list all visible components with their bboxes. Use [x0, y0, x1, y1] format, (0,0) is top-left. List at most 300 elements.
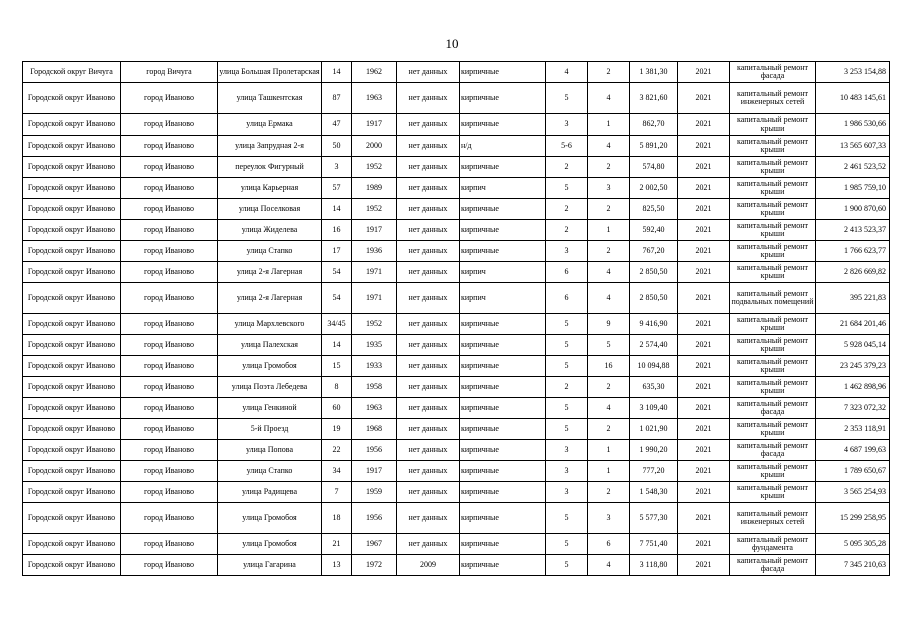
cell-floors: 2 [546, 157, 588, 178]
cell-municipality: Городской округ Иваново [23, 262, 121, 283]
table-row [23, 419, 890, 440]
cell-plan-year: 2021 [678, 114, 730, 136]
cell-entrances: 6 [588, 534, 630, 555]
cell-cost: 5 095 305,28 [816, 534, 890, 555]
cell-work-type: капитальный ремонт крыши [730, 241, 816, 262]
table-row [23, 377, 890, 398]
cell-cost: 1 766 623,77 [816, 241, 890, 262]
cell-settlement: город Иваново [121, 220, 218, 241]
cell-renovation-year: нет данных [397, 440, 460, 461]
cell-municipality: Городской округ Иваново [23, 220, 121, 241]
cell-work-type: капитальный ремонт фундамента [730, 534, 816, 555]
cell-area: 5 577,30 [630, 503, 678, 534]
cell-work-type: капитальный ремонт крыши [730, 157, 816, 178]
cell-house-number: 14 [322, 62, 352, 83]
table-row [23, 157, 890, 178]
cell-renovation-year: нет данных [397, 377, 460, 398]
cell-municipality: Городской округ Иваново [23, 314, 121, 335]
cell-floors: 2 [546, 377, 588, 398]
cell-settlement: город Иваново [121, 157, 218, 178]
cell-house-number: 16 [322, 220, 352, 241]
cell-work-type: капитальный ремонт крыши [730, 220, 816, 241]
cell-wall-material: кирпичные [460, 83, 546, 114]
cell-entrances: 2 [588, 241, 630, 262]
table-row [23, 199, 890, 220]
cell-renovation-year: 2009 [397, 555, 460, 576]
table-row [23, 220, 890, 241]
cell-entrances: 3 [588, 503, 630, 534]
cell-municipality: Городской округ Иваново [23, 534, 121, 555]
cell-settlement: город Иваново [121, 283, 218, 314]
cell-house-number: 54 [322, 262, 352, 283]
cell-area: 592,40 [630, 220, 678, 241]
cell-area: 777,20 [630, 461, 678, 482]
cell-cost: 1 462 898,96 [816, 377, 890, 398]
cell-wall-material: кирпичные [460, 482, 546, 503]
cell-street: улица Гагарина [218, 555, 322, 576]
table-row [23, 398, 890, 419]
cell-area: 9 416,90 [630, 314, 678, 335]
cell-renovation-year: нет данных [397, 199, 460, 220]
cell-street: переулок Фигурный [218, 157, 322, 178]
cell-plan-year: 2021 [678, 461, 730, 482]
cell-renovation-year: нет данных [397, 62, 460, 83]
table-row [23, 283, 890, 314]
cell-municipality: Городской округ Иваново [23, 440, 121, 461]
cell-municipality: Городской округ Иваново [23, 461, 121, 482]
cell-wall-material: н/д [460, 136, 546, 157]
cell-work-type: капитальный ремонт фасада [730, 555, 816, 576]
cell-municipality: Городской округ Иваново [23, 157, 121, 178]
cell-renovation-year: нет данных [397, 262, 460, 283]
cell-municipality: Городской округ Иваново [23, 241, 121, 262]
cell-house-number: 54 [322, 283, 352, 314]
cell-plan-year: 2021 [678, 314, 730, 335]
cell-house-number: 18 [322, 503, 352, 534]
cell-work-type: капитальный ремонт крыши [730, 178, 816, 199]
cell-settlement: город Иваново [121, 534, 218, 555]
cell-floors: 5 [546, 83, 588, 114]
cell-cost: 1 789 650,67 [816, 461, 890, 482]
cell-house-number: 8 [322, 377, 352, 398]
cell-street: улица Ташкентская [218, 83, 322, 114]
cell-plan-year: 2021 [678, 262, 730, 283]
cell-street: улица Ермака [218, 114, 322, 136]
cell-settlement: город Иваново [121, 356, 218, 377]
cell-settlement: город Иваново [121, 178, 218, 199]
cell-wall-material: кирпичные [460, 356, 546, 377]
cell-street: улица Попова [218, 440, 322, 461]
cell-floors: 5 [546, 335, 588, 356]
cell-work-type: капитальный ремонт крыши [730, 419, 816, 440]
cell-area: 3 118,80 [630, 555, 678, 576]
cell-settlement: город Иваново [121, 419, 218, 440]
cell-plan-year: 2021 [678, 482, 730, 503]
cell-build-year: 1971 [352, 283, 397, 314]
cell-build-year: 1935 [352, 335, 397, 356]
cell-entrances: 1 [588, 114, 630, 136]
cell-municipality: Городской округ Вичуга [23, 62, 121, 83]
cell-work-type: капитальный ремонт фасада [730, 398, 816, 419]
cell-street: улица Палехская [218, 335, 322, 356]
cell-street: улица 2-я Лагерная [218, 283, 322, 314]
cell-build-year: 1917 [352, 220, 397, 241]
cell-area: 2 850,50 [630, 283, 678, 314]
cell-build-year: 1917 [352, 461, 397, 482]
cell-plan-year: 2021 [678, 555, 730, 576]
cell-cost: 2 353 118,91 [816, 419, 890, 440]
cell-wall-material: кирпичные [460, 534, 546, 555]
table-row [23, 83, 890, 114]
cell-cost: 2 826 669,82 [816, 262, 890, 283]
table-row [23, 482, 890, 503]
cell-entrances: 2 [588, 482, 630, 503]
cell-build-year: 1959 [352, 482, 397, 503]
cell-street: улица Стапко [218, 461, 322, 482]
cell-municipality: Городской округ Иваново [23, 419, 121, 440]
cell-renovation-year: нет данных [397, 398, 460, 419]
cell-work-type: капитальный ремонт инженерных сетей [730, 83, 816, 114]
cell-work-type: капитальный ремонт фасада [730, 62, 816, 83]
cell-entrances: 1 [588, 440, 630, 461]
cell-renovation-year: нет данных [397, 220, 460, 241]
cell-entrances: 1 [588, 461, 630, 482]
cell-house-number: 50 [322, 136, 352, 157]
cell-house-number: 34/45 [322, 314, 352, 335]
cell-entrances: 1 [588, 220, 630, 241]
cell-street: улица Поэта Лебедева [218, 377, 322, 398]
cell-settlement: город Иваново [121, 503, 218, 534]
cell-area: 3 109,40 [630, 398, 678, 419]
cell-wall-material: кирпичные [460, 199, 546, 220]
cell-renovation-year: нет данных [397, 136, 460, 157]
cell-entrances: 5 [588, 335, 630, 356]
table-row [23, 136, 890, 157]
cell-plan-year: 2021 [678, 136, 730, 157]
cell-floors: 2 [546, 199, 588, 220]
cell-street: улица Поселковая [218, 199, 322, 220]
table-row [23, 440, 890, 461]
cell-build-year: 1958 [352, 377, 397, 398]
cell-entrances: 2 [588, 377, 630, 398]
cell-settlement: город Иваново [121, 440, 218, 461]
cell-wall-material: кирпич [460, 178, 546, 199]
cell-municipality: Городской округ Иваново [23, 178, 121, 199]
table-row [23, 262, 890, 283]
cell-street: улица Громобоя [218, 356, 322, 377]
cell-area: 2 002,50 [630, 178, 678, 199]
cell-plan-year: 2021 [678, 419, 730, 440]
cell-entrances: 2 [588, 419, 630, 440]
cell-plan-year: 2021 [678, 220, 730, 241]
cell-wall-material: кирпич [460, 262, 546, 283]
table-row [23, 314, 890, 335]
cell-municipality: Городской округ Иваново [23, 114, 121, 136]
cell-build-year: 1967 [352, 534, 397, 555]
cell-renovation-year: нет данных [397, 157, 460, 178]
cell-renovation-year: нет данных [397, 114, 460, 136]
cell-floors: 6 [546, 262, 588, 283]
cell-floors: 5 [546, 398, 588, 419]
cell-house-number: 47 [322, 114, 352, 136]
cell-work-type: капитальный ремонт крыши [730, 377, 816, 398]
cell-cost: 2 461 523,52 [816, 157, 890, 178]
cell-settlement: город Вичуга [121, 62, 218, 83]
cell-plan-year: 2021 [678, 83, 730, 114]
cell-plan-year: 2021 [678, 199, 730, 220]
cell-build-year: 1952 [352, 199, 397, 220]
cell-renovation-year: нет данных [397, 241, 460, 262]
cell-cost: 15 299 258,95 [816, 503, 890, 534]
cell-settlement: город Иваново [121, 461, 218, 482]
cell-entrances: 4 [588, 262, 630, 283]
cell-build-year: 1968 [352, 419, 397, 440]
cell-wall-material: кирпичные [460, 377, 546, 398]
table-row [23, 534, 890, 555]
cell-wall-material: кирпичные [460, 157, 546, 178]
cell-renovation-year: нет данных [397, 461, 460, 482]
cell-entrances: 3 [588, 178, 630, 199]
cell-plan-year: 2021 [678, 62, 730, 83]
cell-area: 574,80 [630, 157, 678, 178]
cell-work-type: капитальный ремонт крыши [730, 262, 816, 283]
cell-renovation-year: нет данных [397, 503, 460, 534]
cell-settlement: город Иваново [121, 241, 218, 262]
cell-municipality: Городской округ Иваново [23, 136, 121, 157]
cell-municipality: Городской округ Иваново [23, 199, 121, 220]
cell-build-year: 1972 [352, 555, 397, 576]
cell-municipality: Городской округ Иваново [23, 356, 121, 377]
cell-floors: 5 [546, 503, 588, 534]
cell-plan-year: 2021 [678, 283, 730, 314]
cell-build-year: 1933 [352, 356, 397, 377]
cell-house-number: 19 [322, 419, 352, 440]
cell-street: улица Радищева [218, 482, 322, 503]
cell-street: улица Стапко [218, 241, 322, 262]
cell-municipality: Городской округ Иваново [23, 377, 121, 398]
cell-settlement: город Иваново [121, 83, 218, 114]
cell-wall-material: кирпич [460, 283, 546, 314]
cell-work-type: капитальный ремонт фасада [730, 440, 816, 461]
cell-settlement: город Иваново [121, 555, 218, 576]
cell-street: улица Большая Пролетарская [218, 62, 322, 83]
cell-wall-material: кирпичные [460, 398, 546, 419]
cell-entrances: 4 [588, 555, 630, 576]
table-row [23, 178, 890, 199]
cell-area: 1 548,30 [630, 482, 678, 503]
cell-street: улица Генкиной [218, 398, 322, 419]
cell-entrances: 16 [588, 356, 630, 377]
cell-cost: 2 413 523,37 [816, 220, 890, 241]
cell-house-number: 17 [322, 241, 352, 262]
cell-street: улица Громобоя [218, 534, 322, 555]
cell-entrances: 4 [588, 136, 630, 157]
cell-house-number: 3 [322, 157, 352, 178]
cell-street: улица Жиделева [218, 220, 322, 241]
cell-house-number: 60 [322, 398, 352, 419]
cell-renovation-year: нет данных [397, 419, 460, 440]
table-row [23, 335, 890, 356]
cell-cost: 1 900 870,60 [816, 199, 890, 220]
cell-house-number: 21 [322, 534, 352, 555]
cell-renovation-year: нет данных [397, 534, 460, 555]
cell-municipality: Городской округ Иваново [23, 503, 121, 534]
cell-plan-year: 2021 [678, 534, 730, 555]
cell-wall-material: кирпичные [460, 220, 546, 241]
cell-municipality: Городской округ Иваново [23, 482, 121, 503]
cell-area: 2 850,50 [630, 262, 678, 283]
cell-renovation-year: нет данных [397, 482, 460, 503]
cell-floors: 5 [546, 178, 588, 199]
cell-build-year: 1971 [352, 262, 397, 283]
cell-work-type: капитальный ремонт крыши [730, 335, 816, 356]
cell-house-number: 7 [322, 482, 352, 503]
housing-repair-table [22, 61, 890, 576]
cell-floors: 3 [546, 114, 588, 136]
cell-cost: 3 253 154,88 [816, 62, 890, 83]
cell-entrances: 4 [588, 283, 630, 314]
cell-cost: 1 985 759,10 [816, 178, 890, 199]
cell-entrances: 4 [588, 398, 630, 419]
table-row [23, 241, 890, 262]
cell-cost: 7 345 210,63 [816, 555, 890, 576]
cell-wall-material: кирпичные [460, 419, 546, 440]
cell-entrances: 2 [588, 157, 630, 178]
cell-entrances: 9 [588, 314, 630, 335]
cell-build-year: 1989 [352, 178, 397, 199]
table-row [23, 62, 890, 83]
cell-house-number: 14 [322, 335, 352, 356]
cell-settlement: город Иваново [121, 114, 218, 136]
cell-area: 2 574,40 [630, 335, 678, 356]
cell-wall-material: кирпичные [460, 555, 546, 576]
cell-house-number: 15 [322, 356, 352, 377]
cell-entrances: 4 [588, 83, 630, 114]
cell-build-year: 1917 [352, 114, 397, 136]
cell-area: 862,70 [630, 114, 678, 136]
cell-wall-material: кирпичные [460, 440, 546, 461]
cell-cost: 13 565 607,33 [816, 136, 890, 157]
cell-floors: 3 [546, 440, 588, 461]
cell-work-type: капитальный ремонт подвальных помещений [730, 283, 816, 314]
cell-settlement: город Иваново [121, 335, 218, 356]
cell-floors: 3 [546, 241, 588, 262]
cell-street: улица 2-я Лагерная [218, 262, 322, 283]
cell-cost: 5 928 045,14 [816, 335, 890, 356]
cell-cost: 7 323 072,32 [816, 398, 890, 419]
cell-wall-material: кирпичные [460, 503, 546, 534]
cell-cost: 23 245 379,23 [816, 356, 890, 377]
cell-area: 1 381,30 [630, 62, 678, 83]
cell-floors: 5 [546, 555, 588, 576]
cell-build-year: 1956 [352, 440, 397, 461]
cell-plan-year: 2021 [678, 440, 730, 461]
cell-municipality: Городской округ Иваново [23, 398, 121, 419]
cell-floors: 5 [546, 356, 588, 377]
cell-work-type: капитальный ремонт крыши [730, 136, 816, 157]
table-row [23, 555, 890, 576]
cell-floors: 4 [546, 62, 588, 83]
cell-plan-year: 2021 [678, 377, 730, 398]
cell-plan-year: 2021 [678, 503, 730, 534]
cell-build-year: 1952 [352, 157, 397, 178]
cell-house-number: 22 [322, 440, 352, 461]
cell-wall-material: кирпичные [460, 314, 546, 335]
cell-renovation-year: нет данных [397, 178, 460, 199]
cell-build-year: 1963 [352, 83, 397, 114]
cell-work-type: капитальный ремонт крыши [730, 482, 816, 503]
cell-cost: 4 687 199,63 [816, 440, 890, 461]
cell-floors: 5 [546, 534, 588, 555]
cell-build-year: 1956 [352, 503, 397, 534]
cell-floors: 5 [546, 419, 588, 440]
cell-work-type: капитальный ремонт крыши [730, 356, 816, 377]
cell-floors: 6 [546, 283, 588, 314]
table-row [23, 114, 890, 136]
cell-municipality: Городской округ Иваново [23, 335, 121, 356]
cell-settlement: город Иваново [121, 314, 218, 335]
cell-settlement: город Иваново [121, 398, 218, 419]
cell-cost: 10 483 145,61 [816, 83, 890, 114]
cell-street: улица Громобоя [218, 503, 322, 534]
cell-cost: 395 221,83 [816, 283, 890, 314]
page-number: 10 [445, 36, 459, 51]
cell-work-type: капитальный ремонт крыши [730, 199, 816, 220]
cell-area: 635,30 [630, 377, 678, 398]
cell-settlement: город Иваново [121, 377, 218, 398]
cell-settlement: город Иваново [121, 199, 218, 220]
cell-floors: 3 [546, 482, 588, 503]
cell-house-number: 14 [322, 199, 352, 220]
cell-house-number: 87 [322, 83, 352, 114]
cell-area: 3 821,60 [630, 83, 678, 114]
cell-floors: 5-6 [546, 136, 588, 157]
cell-renovation-year: нет данных [397, 314, 460, 335]
cell-settlement: город Иваново [121, 262, 218, 283]
cell-plan-year: 2021 [678, 157, 730, 178]
cell-floors: 2 [546, 220, 588, 241]
cell-work-type: капитальный ремонт крыши [730, 461, 816, 482]
cell-plan-year: 2021 [678, 398, 730, 419]
cell-settlement: город Иваново [121, 136, 218, 157]
cell-house-number: 13 [322, 555, 352, 576]
cell-wall-material: кирпичные [460, 114, 546, 136]
cell-renovation-year: нет данных [397, 83, 460, 114]
cell-renovation-year: нет данных [397, 335, 460, 356]
cell-plan-year: 2021 [678, 178, 730, 199]
cell-area: 767,20 [630, 241, 678, 262]
cell-municipality: Городской округ Иваново [23, 283, 121, 314]
cell-wall-material: кирпичные [460, 461, 546, 482]
cell-plan-year: 2021 [678, 241, 730, 262]
cell-area: 1 021,90 [630, 419, 678, 440]
cell-municipality: Городской округ Иваново [23, 555, 121, 576]
cell-build-year: 1936 [352, 241, 397, 262]
cell-entrances: 2 [588, 199, 630, 220]
cell-wall-material: кирпичные [460, 241, 546, 262]
cell-work-type: капитальный ремонт инженерных сетей [730, 503, 816, 534]
table-row [23, 356, 890, 377]
cell-entrances: 2 [588, 62, 630, 83]
cell-area: 1 990,20 [630, 440, 678, 461]
table-body [23, 62, 890, 576]
cell-build-year: 1963 [352, 398, 397, 419]
cell-area: 825,50 [630, 199, 678, 220]
cell-wall-material: кирпичные [460, 62, 546, 83]
cell-build-year: 1952 [352, 314, 397, 335]
cell-cost: 3 565 254,93 [816, 482, 890, 503]
cell-build-year: 2000 [352, 136, 397, 157]
